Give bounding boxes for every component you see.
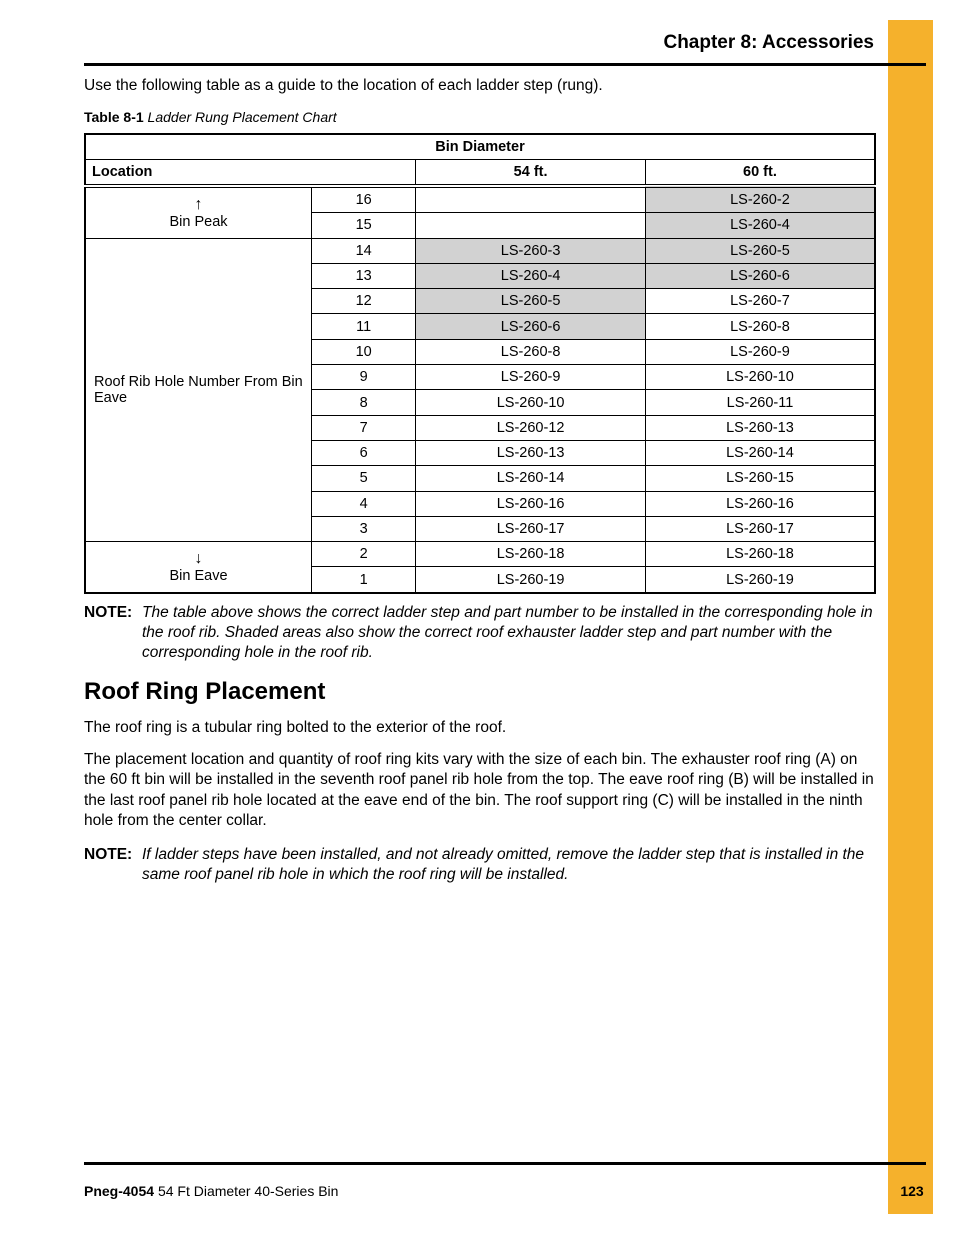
part-60-cell: LS-260-2 [645, 186, 875, 213]
hole-cell: 5 [312, 466, 416, 491]
part-60-cell: LS-260-13 [645, 415, 875, 440]
part-54-cell: LS-260-13 [416, 440, 646, 465]
hole-cell: 12 [312, 289, 416, 314]
intro-text: Use the following table as a guide to the location of each ladder step (rung). [84, 77, 603, 94]
roof-rib-label-cell: Roof Rib Hole Number From Bin Eave [85, 238, 312, 542]
part-60-cell: LS-260-11 [645, 390, 875, 415]
chapter-side-tab [888, 20, 933, 1214]
footer-doc-code: Pneg-4054 [84, 1183, 155, 1199]
hole-cell: 8 [312, 390, 416, 415]
part-54-cell: LS-260-6 [416, 314, 646, 339]
part-54-cell: LS-260-8 [416, 339, 646, 364]
part-60-cell: LS-260-19 [645, 567, 875, 593]
footer-document [84, 1183, 338, 1199]
page-number: 123 [900, 1183, 924, 1199]
section-paragraph-1: The roof ring is a tubular ring bolted to the exterior of the roof. [84, 719, 507, 736]
note-text: If ladder steps have been installed, and not already omitted, remove the ladder step that is installed in the same roof panel rib hole in which the roof ring will be installed. [142, 846, 865, 883]
ladder-rung-table [84, 133, 876, 594]
part-54-cell [416, 186, 646, 213]
part-60-cell: LS-260-6 [645, 263, 875, 288]
part-54-cell: LS-260-16 [416, 491, 646, 516]
hole-cell: 1 [312, 567, 416, 593]
hole-cell: 16 [312, 186, 416, 213]
part-60-cell: LS-260-10 [645, 365, 875, 390]
part-54-cell: LS-260-5 [416, 289, 646, 314]
hole-cell: 2 [312, 542, 416, 567]
part-60-cell: LS-260-5 [645, 238, 875, 263]
table-caption-title: Ladder Rung Placement Chart [147, 109, 337, 125]
section-title: Roof Ring Placement [84, 678, 326, 705]
hole-cell: 6 [312, 440, 416, 465]
location-header: Location [85, 160, 416, 187]
table-caption [84, 109, 337, 125]
table-note [84, 603, 876, 663]
part-54-cell [416, 213, 646, 238]
note-text: The table above shows the correct ladder step and part number to be installed in the corresponding hole in the roof rib. Shaded areas also show the correct roof exhauster ladder step and part number with the corresponding hole in the roof rib. [142, 604, 873, 661]
table-row [85, 542, 875, 567]
note-label: NOTE: [84, 604, 133, 621]
bin-diameter-header: Bin Diameter [85, 134, 875, 160]
part-54-cell: LS-260-18 [416, 542, 646, 567]
part-54-cell: LS-260-12 [416, 415, 646, 440]
table-caption-label: Table 8-1 [84, 109, 144, 125]
chapter-title: Chapter 8: Accessories [663, 32, 874, 53]
part-54-cell: LS-260-3 [416, 238, 646, 263]
bin-peak-cell [85, 186, 312, 238]
part-60-cell: LS-260-17 [645, 516, 875, 541]
hole-cell: 11 [312, 314, 416, 339]
table-row [85, 238, 875, 263]
header-rule [84, 63, 926, 66]
hole-cell: 14 [312, 238, 416, 263]
hole-cell: 10 [312, 339, 416, 364]
part-54-cell: LS-260-19 [416, 567, 646, 593]
bin-peak-label: Bin Peak [169, 213, 228, 230]
col-60-header: 60 ft. [645, 160, 875, 187]
part-60-cell: LS-260-14 [645, 440, 875, 465]
down-arrow-icon: ↓ [194, 549, 203, 567]
hole-cell: 3 [312, 516, 416, 541]
part-54-cell: LS-260-14 [416, 466, 646, 491]
footer-rule [84, 1162, 926, 1165]
part-60-cell: LS-260-15 [645, 466, 875, 491]
part-54-cell: LS-260-9 [416, 365, 646, 390]
part-60-cell: LS-260-8 [645, 314, 875, 339]
table-row [85, 186, 875, 213]
part-60-cell: LS-260-7 [645, 289, 875, 314]
part-60-cell: LS-260-18 [645, 542, 875, 567]
hole-cell: 9 [312, 365, 416, 390]
part-60-cell: LS-260-9 [645, 339, 875, 364]
part-54-cell: LS-260-10 [416, 390, 646, 415]
part-54-cell: LS-260-17 [416, 516, 646, 541]
hole-cell: 13 [312, 263, 416, 288]
hole-cell: 15 [312, 213, 416, 238]
part-60-cell: LS-260-16 [645, 491, 875, 516]
note-label: NOTE: [84, 846, 133, 863]
footer-doc-title: 54 Ft Diameter 40-Series Bin [157, 1183, 339, 1199]
section-paragraph-2: The placement location and quantity of roof ring kits vary with the size of each bin. The exhauster roof ring (A) on the 60 ft bin will be installed in the seventh roof panel rib hole from the top. The eave roof ring (B) will be installed in the last roof panel rib hole located at the eave end of the bin. The roof support ring (C) will be installed in the ninth hole from the center collar. [84, 751, 874, 829]
up-arrow-icon: ↑ [194, 195, 203, 213]
roof-ring-note [84, 845, 876, 885]
bin-eave-label: Bin Eave [169, 567, 228, 584]
hole-cell: 7 [312, 415, 416, 440]
part-54-cell: LS-260-4 [416, 263, 646, 288]
hole-cell: 4 [312, 491, 416, 516]
bin-eave-cell [85, 542, 312, 593]
part-60-cell: LS-260-4 [645, 213, 875, 238]
col-54-header: 54 ft. [416, 160, 646, 187]
